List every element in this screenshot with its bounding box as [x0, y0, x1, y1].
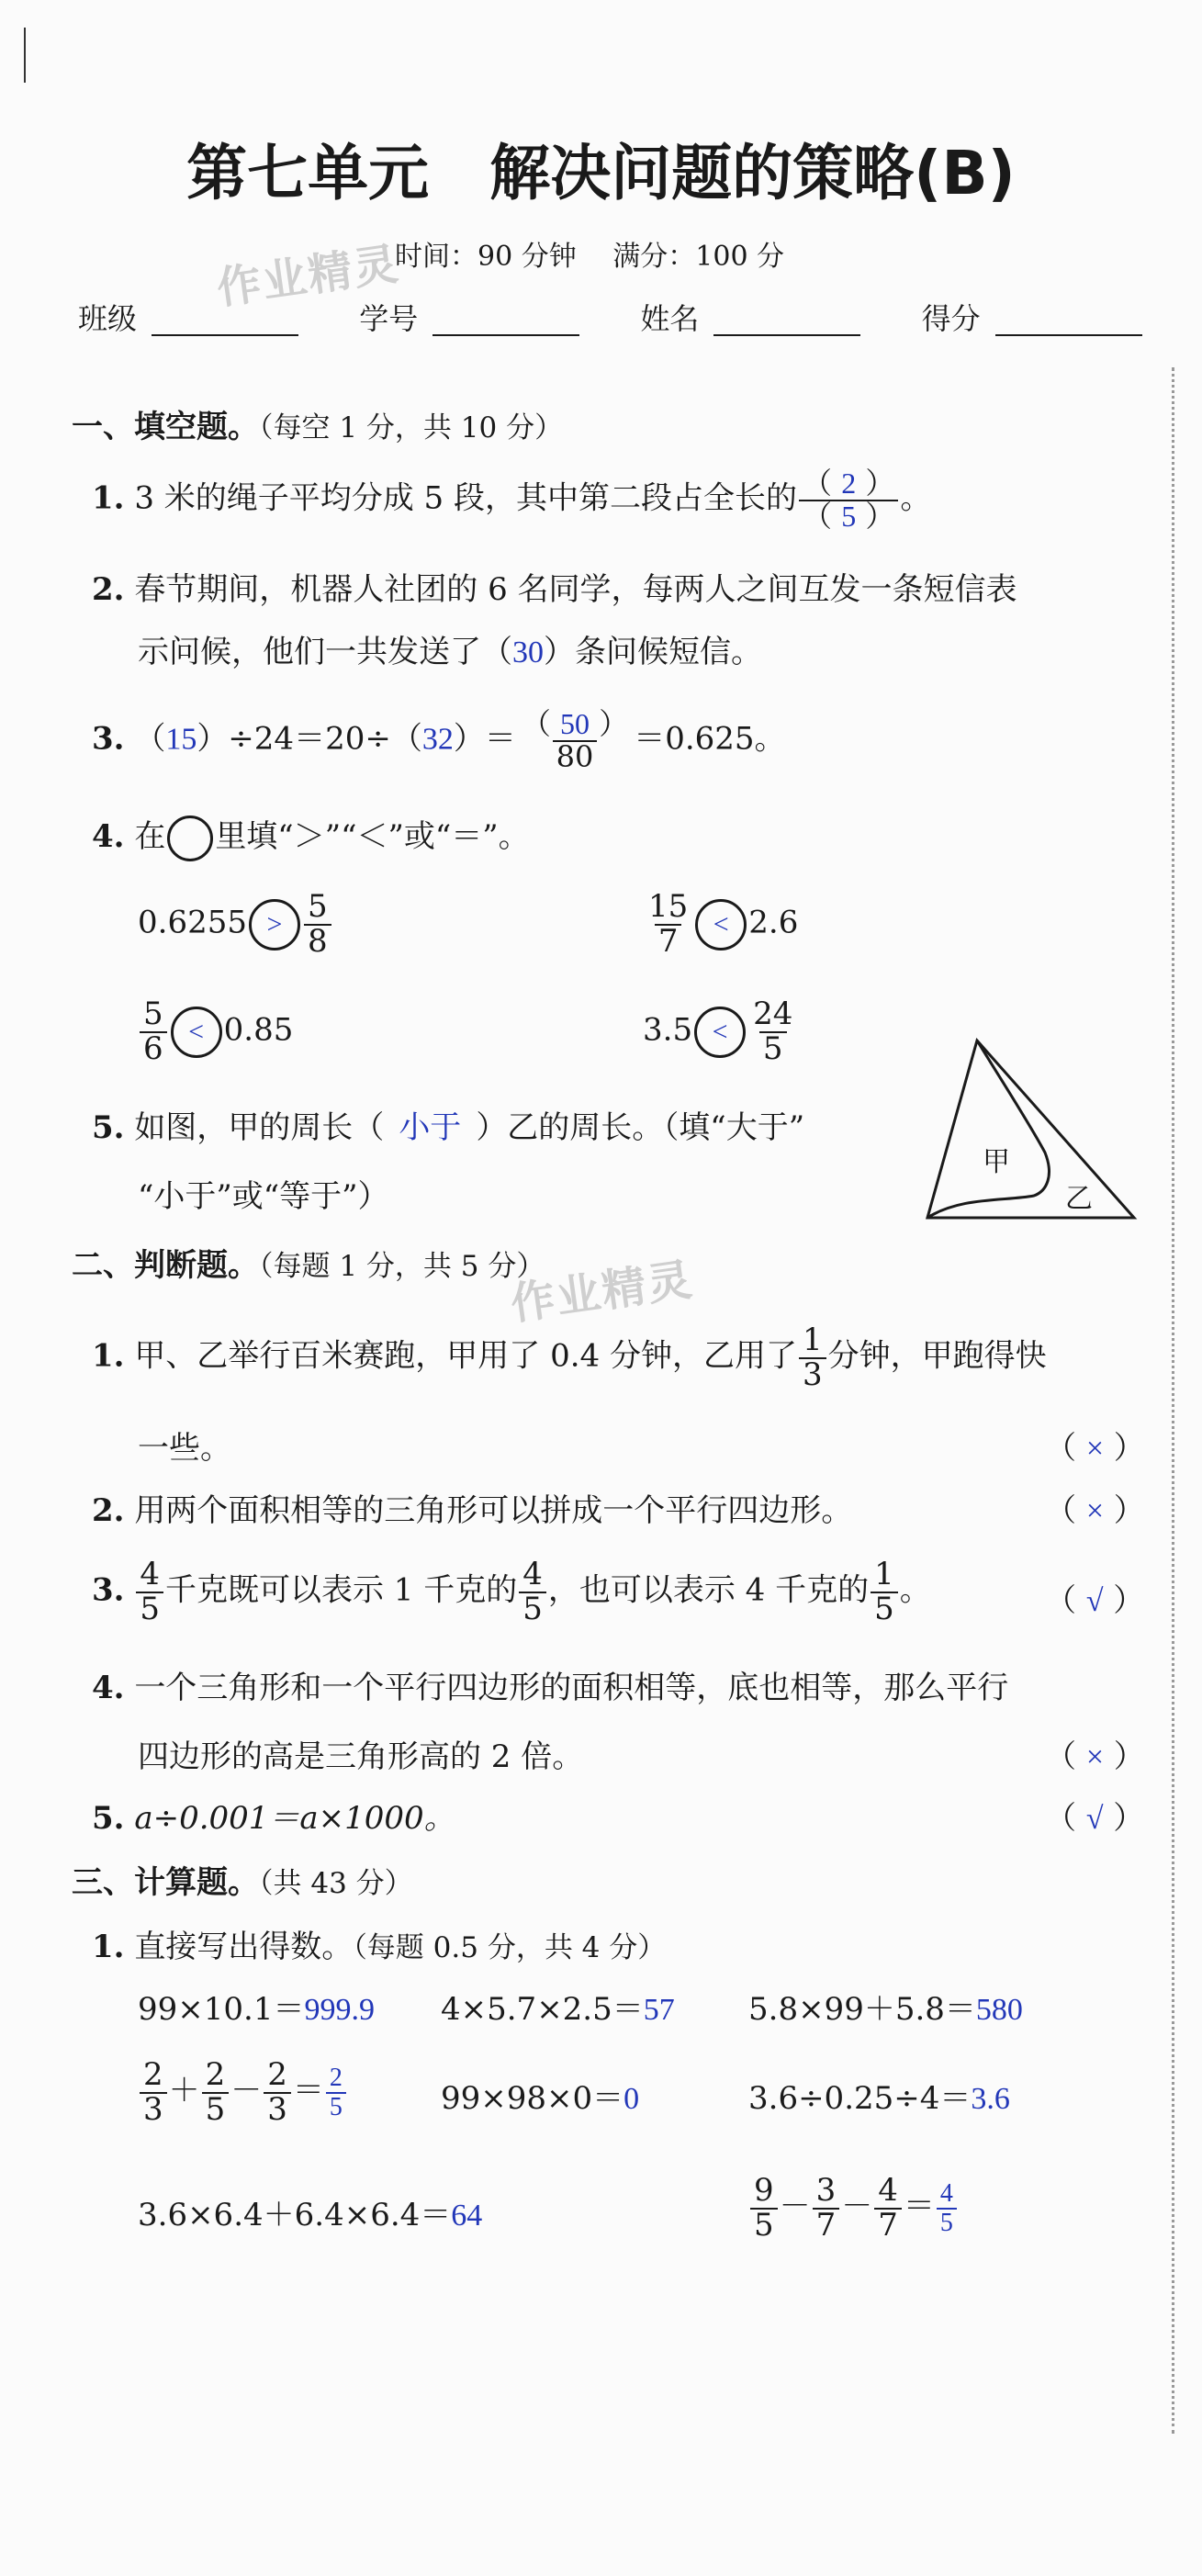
s2-q3: 3. $\frac{4}{5}$ 千克既可以表示 1 千克的 $\frac{4}{5}$ ，也可以表示 4 千克的 $\frac{1}{5}$ 。: [92, 1556, 931, 1627]
s2-q3-answer: （ √ ）: [1045, 1582, 1145, 1619]
section-2-heading: 二、判断题。（每题 1 分，共 5 分）: [72, 1247, 545, 1284]
watermark-2: 作业精灵: [507, 1254, 697, 1331]
s2-q2-answer: （ × ）: [1045, 1492, 1145, 1529]
triangle-figure: [918, 1024, 1148, 1226]
s2-q1-answer: （ × ）: [1045, 1430, 1145, 1467]
s2-q5-answer: （ √ ）: [1045, 1800, 1145, 1837]
score-label: 得分: [921, 301, 981, 336]
calc-8: $\frac{9}{5}$ － $\frac{3}{7}$ － $\frac{4}{7}$ ＝ $\frac{4}{5}$: [748, 2175, 959, 2242]
section-3-heading: 三、计算题。（共 43 分）: [72, 1864, 413, 1901]
s2-q2: 2. 用两个面积相等的三角形可以拼成一个平行四边形。: [92, 1492, 853, 1529]
calc-7: 3.6×6.4＋6.4×6.4＝64: [138, 2197, 483, 2233]
s2-q5: 5. a÷0.001＝a×1000。: [92, 1800, 455, 1837]
label-jia: 甲: [983, 1146, 1010, 1178]
calc-5: 99×98×0＝0: [441, 2080, 640, 2117]
full-score: 满分：100 分: [612, 241, 785, 273]
empty-circle: [167, 816, 213, 861]
calc-3: 5.8×99＋5.8＝580: [748, 1991, 1023, 2028]
name-field[interactable]: [713, 307, 860, 336]
number-field[interactable]: [432, 307, 579, 336]
s1-q5: 5. 如图，甲的周长（ 小于 ）乙的周长。（填“大于”: [92, 1109, 805, 1146]
section-1-heading: 一、填空题。（每空 1 分，共 10 分）: [72, 409, 564, 445]
s1-q5-line2: “小于”或“等于”）: [138, 1178, 389, 1215]
class-label: 班级: [78, 301, 138, 336]
s1-q4-d: 3.5 < $\frac{24}{5}$: [643, 996, 793, 1067]
s2-q1: 1. 甲、乙举行百米赛跑，甲用了 0.4 分钟，乙用了 $\frac{1}{3}$ 分钟，甲跑得快: [92, 1322, 1047, 1393]
cut-line: [1172, 367, 1174, 2434]
exam-meta: [395, 241, 784, 274]
name-label: 姓名: [640, 301, 700, 336]
page-title: 第七单元 解决问题的策略(B): [186, 138, 1016, 208]
s2-q4: 4. 一个三角形和一个平行四边形的面积相等，底也相等，那么平行: [92, 1670, 1009, 1706]
s2-q4-answer: （ × ）: [1045, 1738, 1145, 1775]
margin-line: [24, 28, 26, 83]
label-yi: 乙: [1065, 1183, 1093, 1215]
calc-1: 99×10.1＝999.9: [138, 1991, 375, 2028]
calc-2: 4×5.7×2.5＝57: [441, 1991, 675, 2028]
time-limit: 时间：90 分钟: [395, 241, 577, 273]
s1-q4-c: $\frac{5}{6}$ < 0.85: [138, 998, 293, 1065]
s1-q2-line2: 示问候，他们一共发送了（30）条问候短信。: [138, 634, 762, 670]
student-info: [78, 301, 1142, 336]
s3-q1: 1. 直接写出得数。（每题 0.5 分，共 4 分）: [92, 1929, 667, 1965]
s1-q4: 4. 在 里填“＞”“＜”或“＝”。: [92, 816, 530, 861]
s2-q1-line2: 一些。: [138, 1430, 231, 1467]
calc-6: 3.6÷0.25÷4＝3.6: [748, 2080, 1010, 2117]
s2-q4-line2: 四边形的高是三角形高的 2 倍。: [138, 1738, 584, 1775]
s1-q2: 2. 春节期间，机器人社团的 6 名同学，每两人之间互发一条短信表: [92, 571, 1017, 608]
class-field[interactable]: [152, 307, 298, 336]
s1-q4-b: $\frac{15}{7}$ < 2.6: [648, 888, 799, 960]
score-field[interactable]: [995, 307, 1142, 336]
calc-4: $\frac{2}{3}$ ＋ $\frac{2}{5}$ － $\frac{2}{3}$ ＝ $\frac{2}{5}$: [138, 2059, 348, 2126]
number-label: 学号: [359, 301, 419, 336]
watermark: 作业精灵: [213, 238, 403, 315]
s1-q1: 1. 3 米的绳子平均分成 5 段，其中第二段占全长的 $\frac{( 2 )}{( 5 )}$ 。: [92, 466, 932, 534]
s1-q3: 3. （15）÷24＝20÷（32）＝ $\frac{( 50 )}{80}$ ＝0.625。: [92, 706, 786, 774]
s1-q4-a: 0.6255 > $\frac{5}{8}$: [138, 891, 333, 958]
